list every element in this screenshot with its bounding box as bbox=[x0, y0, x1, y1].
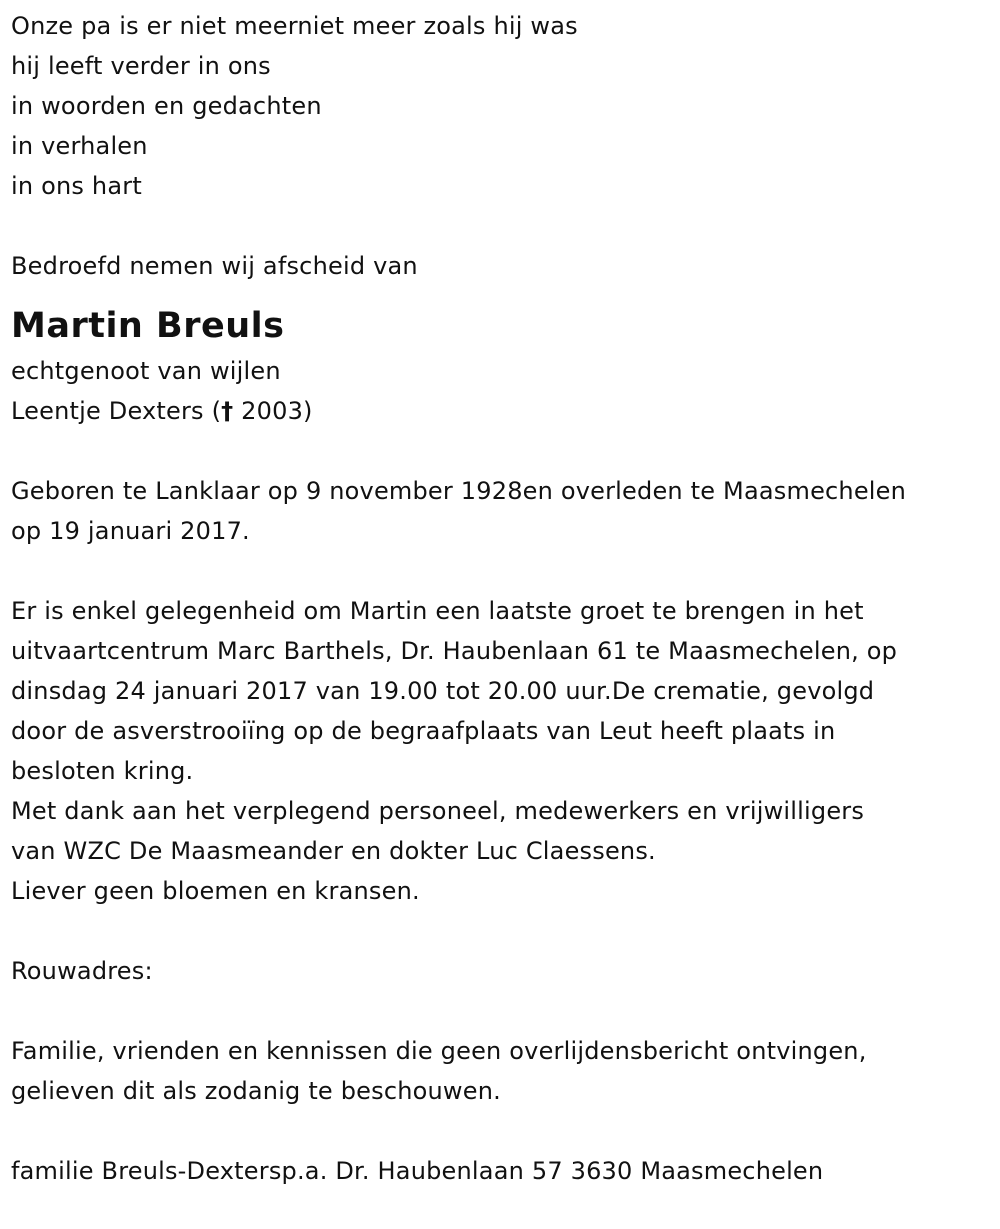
spacer bbox=[11, 551, 1000, 591]
spouse-name: Leentje Dexters ( bbox=[11, 397, 222, 425]
poem-line: Onze pa is er niet meerniet meer zoals hij was bbox=[11, 12, 578, 40]
spouse-line bbox=[11, 391, 1000, 431]
thanks-line: van WZC De Maasmeander en dokter Luc Claessens. bbox=[11, 837, 656, 865]
spouse-death-year: 2003) bbox=[233, 397, 313, 425]
spacer bbox=[11, 206, 1000, 246]
deceased-name: Martin Breuls bbox=[11, 306, 285, 346]
cross-icon: † bbox=[221, 397, 234, 425]
family-address: familie Breuls-Dextersp.a. Dr. Haubenlaan 57 3630 Maasmechelen bbox=[11, 1157, 824, 1185]
spacer bbox=[11, 431, 1000, 471]
ceremony-line: uitvaartcentrum Marc Barthels, Dr. Haubenlaan 61 te Maasmechelen, op bbox=[11, 637, 898, 665]
spacer bbox=[11, 1111, 1000, 1151]
ceremony-line: Er is enkel gelegenheid om Martin een laatste groet te brengen in het bbox=[11, 597, 864, 625]
spacer bbox=[11, 991, 1000, 1031]
birth-death-paragraph bbox=[11, 471, 1000, 551]
notice-paragraph bbox=[11, 1031, 1000, 1111]
ceremony-paragraph bbox=[11, 591, 1000, 911]
address-label: Rouwadres: bbox=[11, 957, 153, 985]
poem-line: in woorden en gedachten bbox=[11, 92, 322, 120]
ceremony-line: door de asverstrooiïng op de begraafplaats van Leut heeft plaats in bbox=[11, 717, 836, 745]
relation-text: echtgenoot van wijlen bbox=[11, 357, 281, 385]
intro-text: Bedroefd nemen wij afscheid van bbox=[11, 252, 418, 280]
notice-line: Familie, vrienden en kennissen die geen overlijdensbericht ontvingen, bbox=[11, 1037, 867, 1065]
birth-death-line: op 19 januari 2017. bbox=[11, 517, 250, 545]
poem-line: in ons hart bbox=[11, 172, 142, 200]
poem-line: hij leeft verder in ons bbox=[11, 52, 271, 80]
poem-line: in verhalen bbox=[11, 132, 148, 160]
spacer bbox=[11, 911, 1000, 951]
flowers-line: Liever geen bloemen en kransen. bbox=[11, 877, 420, 905]
poem bbox=[11, 6, 1000, 206]
thanks-line: Met dank aan het verplegend personeel, medewerkers en vrijwilligers bbox=[11, 797, 865, 825]
notice-line: gelieven dit als zodanig te beschouwen. bbox=[11, 1077, 501, 1105]
ceremony-line: besloten kring. bbox=[11, 757, 194, 785]
birth-death-line: Geboren te Lanklaar op 9 november 1928en overleden te Maasmechelen bbox=[11, 477, 907, 505]
ceremony-line: dinsdag 24 januari 2017 van 19.00 tot 20.00 uur.De crematie, gevolgd bbox=[11, 677, 875, 705]
